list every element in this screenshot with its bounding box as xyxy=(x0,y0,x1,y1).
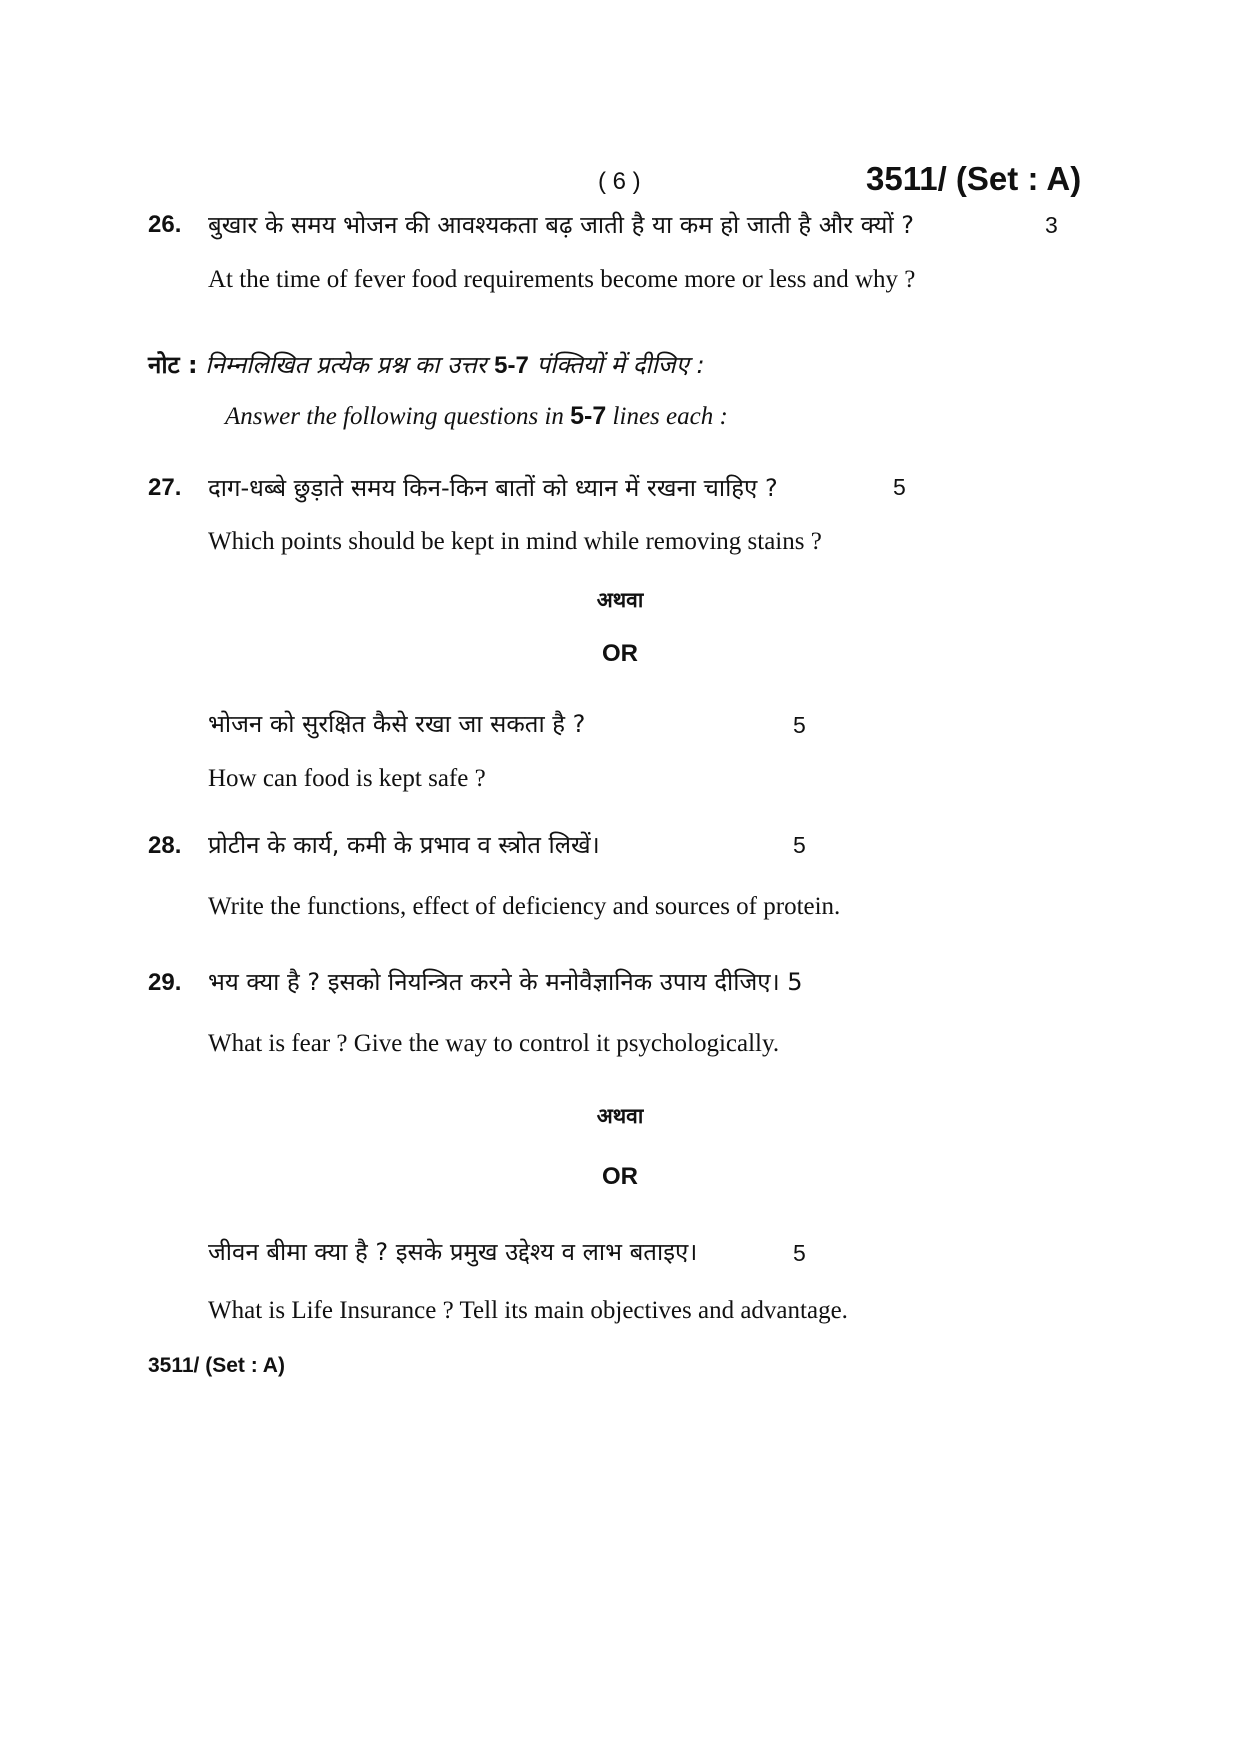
question-27-alt-hindi: भोजन को सुरक्षित कैसे रखा जा सकता है ? xyxy=(208,710,586,738)
question-29-alt-marks: 5 xyxy=(793,1240,806,1266)
note-range: 5-7 xyxy=(494,352,529,379)
question-27-alt-marks: 5 xyxy=(793,712,806,738)
question-27-alt-english: How can food is kept safe ? xyxy=(208,765,486,792)
note-hindi xyxy=(148,348,705,381)
question-28-hindi: प्रोटीन के कार्य, कमी के प्रभाव व स्त्रोत लिखें। xyxy=(208,831,600,859)
question-26-english: At the time of fever food requirements become more or less and why ? xyxy=(208,266,916,293)
note-hindi-after: पंक्तियों में दीजिए : xyxy=(536,351,705,379)
question-29-english: What is fear ? Give the way to control it psychologically. xyxy=(208,1030,780,1057)
question-29-or-english: OR xyxy=(602,1163,638,1190)
note-english-before: Answer the following questions in xyxy=(225,403,564,430)
question-number-28: 28. xyxy=(148,832,182,859)
set-code-header: 3511/ (Set : A) xyxy=(866,160,1082,197)
question-29-or-hindi: अथवा xyxy=(596,1104,644,1128)
question-28-marks: 5 xyxy=(793,832,806,858)
note-english-range: 5-7 xyxy=(570,402,607,430)
note-hindi-before: निम्नलिखित प्रत्येक प्रश्न का उत्तर xyxy=(205,351,487,379)
question-26-hindi: बुखार के समय भोजन की आवश्यकता बढ़ जाती है या कम हो जाती है और क्यों ? xyxy=(208,211,915,239)
note-label: नोट : xyxy=(148,351,198,379)
question-29-alt-hindi: जीवन बीमा क्या है ? इसके प्रमुख उद्देश्य व लाभ बताइए। xyxy=(208,1238,698,1266)
question-number-27: 27. xyxy=(148,474,182,501)
note-english-after: lines each : xyxy=(612,403,728,430)
question-27-hindi: दाग-धब्बे छुड़ाते समय किन-किन बातों को ध्यान में रखना चाहिए ? xyxy=(208,474,778,502)
question-29-alt-english: What is Life Insurance ? Tell its main objectives and advantage. xyxy=(208,1297,848,1324)
question-27-or-english: OR xyxy=(602,640,638,667)
question-29-hindi: भय क्या है ? इसको नियन्त्रित करने के मनोवैज्ञानिक उपाय दीजिए। 5 xyxy=(208,968,803,996)
question-26-marks: 3 xyxy=(1045,212,1058,238)
question-28-english: Write the functions, effect of deficiency and sources of protein. xyxy=(208,893,841,920)
question-27-or-hindi: अथवा xyxy=(596,588,644,612)
page-number: ( 6 ) xyxy=(598,168,641,195)
note-english xyxy=(225,402,728,431)
question-number-26: 26. xyxy=(148,211,182,238)
question-number-29: 29. xyxy=(148,969,182,996)
question-27-marks: 5 xyxy=(893,474,906,500)
question-27-english: Which points should be kept in mind while removing stains ? xyxy=(208,528,822,555)
set-code-footer: 3511/ (Set : A) xyxy=(148,1354,285,1377)
